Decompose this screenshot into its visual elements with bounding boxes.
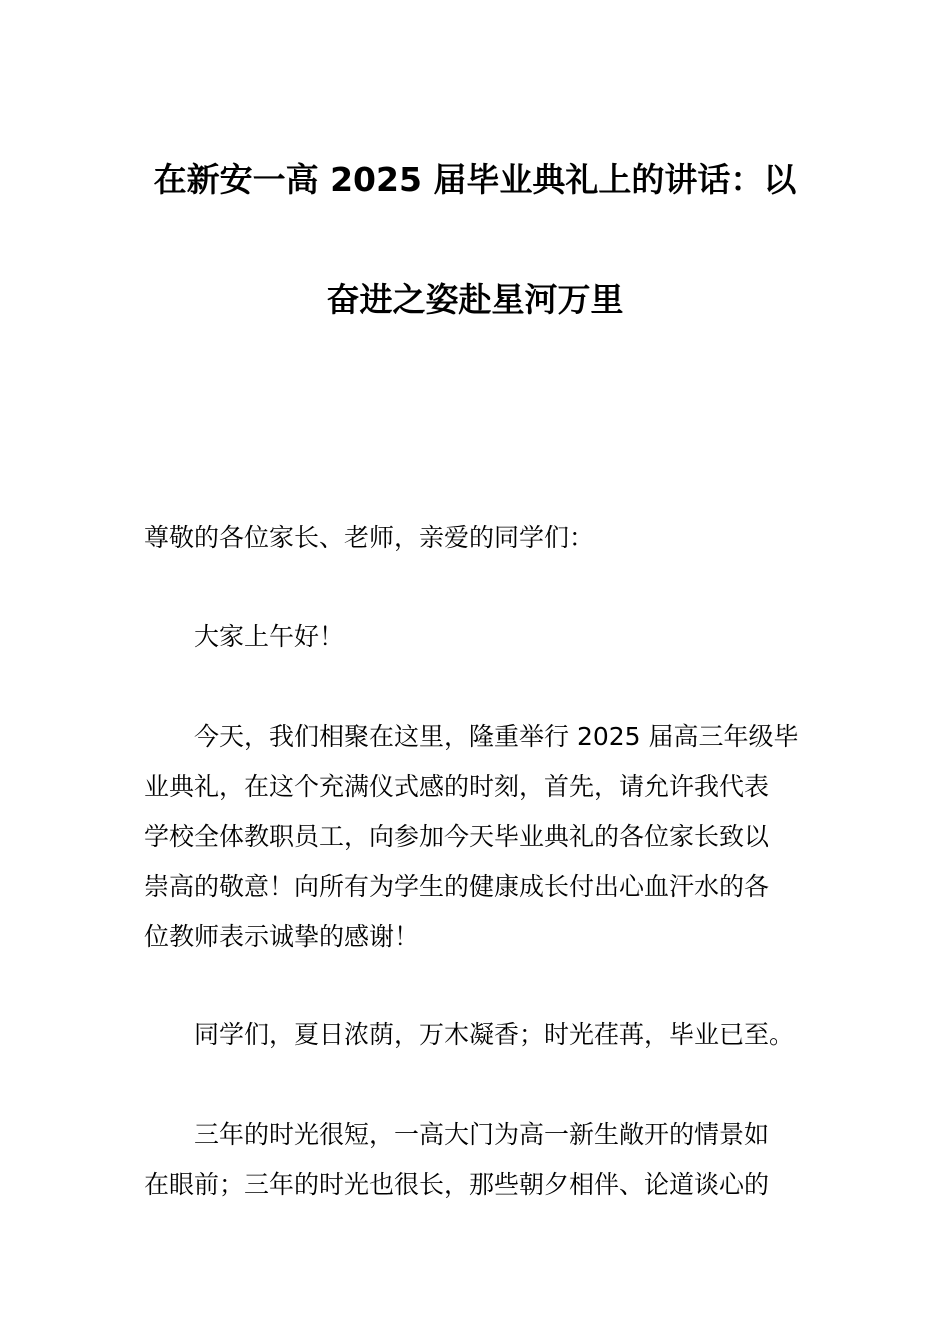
paragraph-three-years <box>144 1110 808 1210</box>
paragraph-line: 今天，我们相聚在这里，隆重举行 2025 届高三年级毕 <box>194 722 799 751</box>
paragraph-line: 崇高的敬意！向所有为学生的健康成长付出心血汗水的各 <box>144 872 770 901</box>
document-title-line-2: 奋进之姿赴星河万里 <box>326 280 624 319</box>
paragraph-opening <box>144 712 808 962</box>
salutation: 尊敬的各位家长、老师，亲爱的同学们： <box>144 523 595 552</box>
greeting: 大家上午好！ <box>194 622 345 651</box>
paragraph-line: 三年的时光很短，一高大门为高一新生敞开的情景如 <box>194 1120 770 1149</box>
document-title-line-1: 在新安一高 2025 届毕业典礼上的讲话：以 <box>153 160 797 199</box>
paragraph-line: 位教师表示诚挚的感谢！ <box>144 922 420 951</box>
paragraph-line: 学校全体教职员工，向参加今天毕业典礼的各位家长致以 <box>144 822 770 851</box>
paragraph-summer <box>144 1010 808 1060</box>
paragraph-line: 业典礼，在这个充满仪式感的时刻，首先，请允许我代表 <box>144 772 770 801</box>
paragraph-line: 同学们，夏日浓荫，万木凝香；时光荏苒，毕业已至。 <box>194 1020 795 1049</box>
paragraph-line: 在眼前；三年的时光也很长，那些朝夕相伴、论道谈心的 <box>144 1170 770 1199</box>
